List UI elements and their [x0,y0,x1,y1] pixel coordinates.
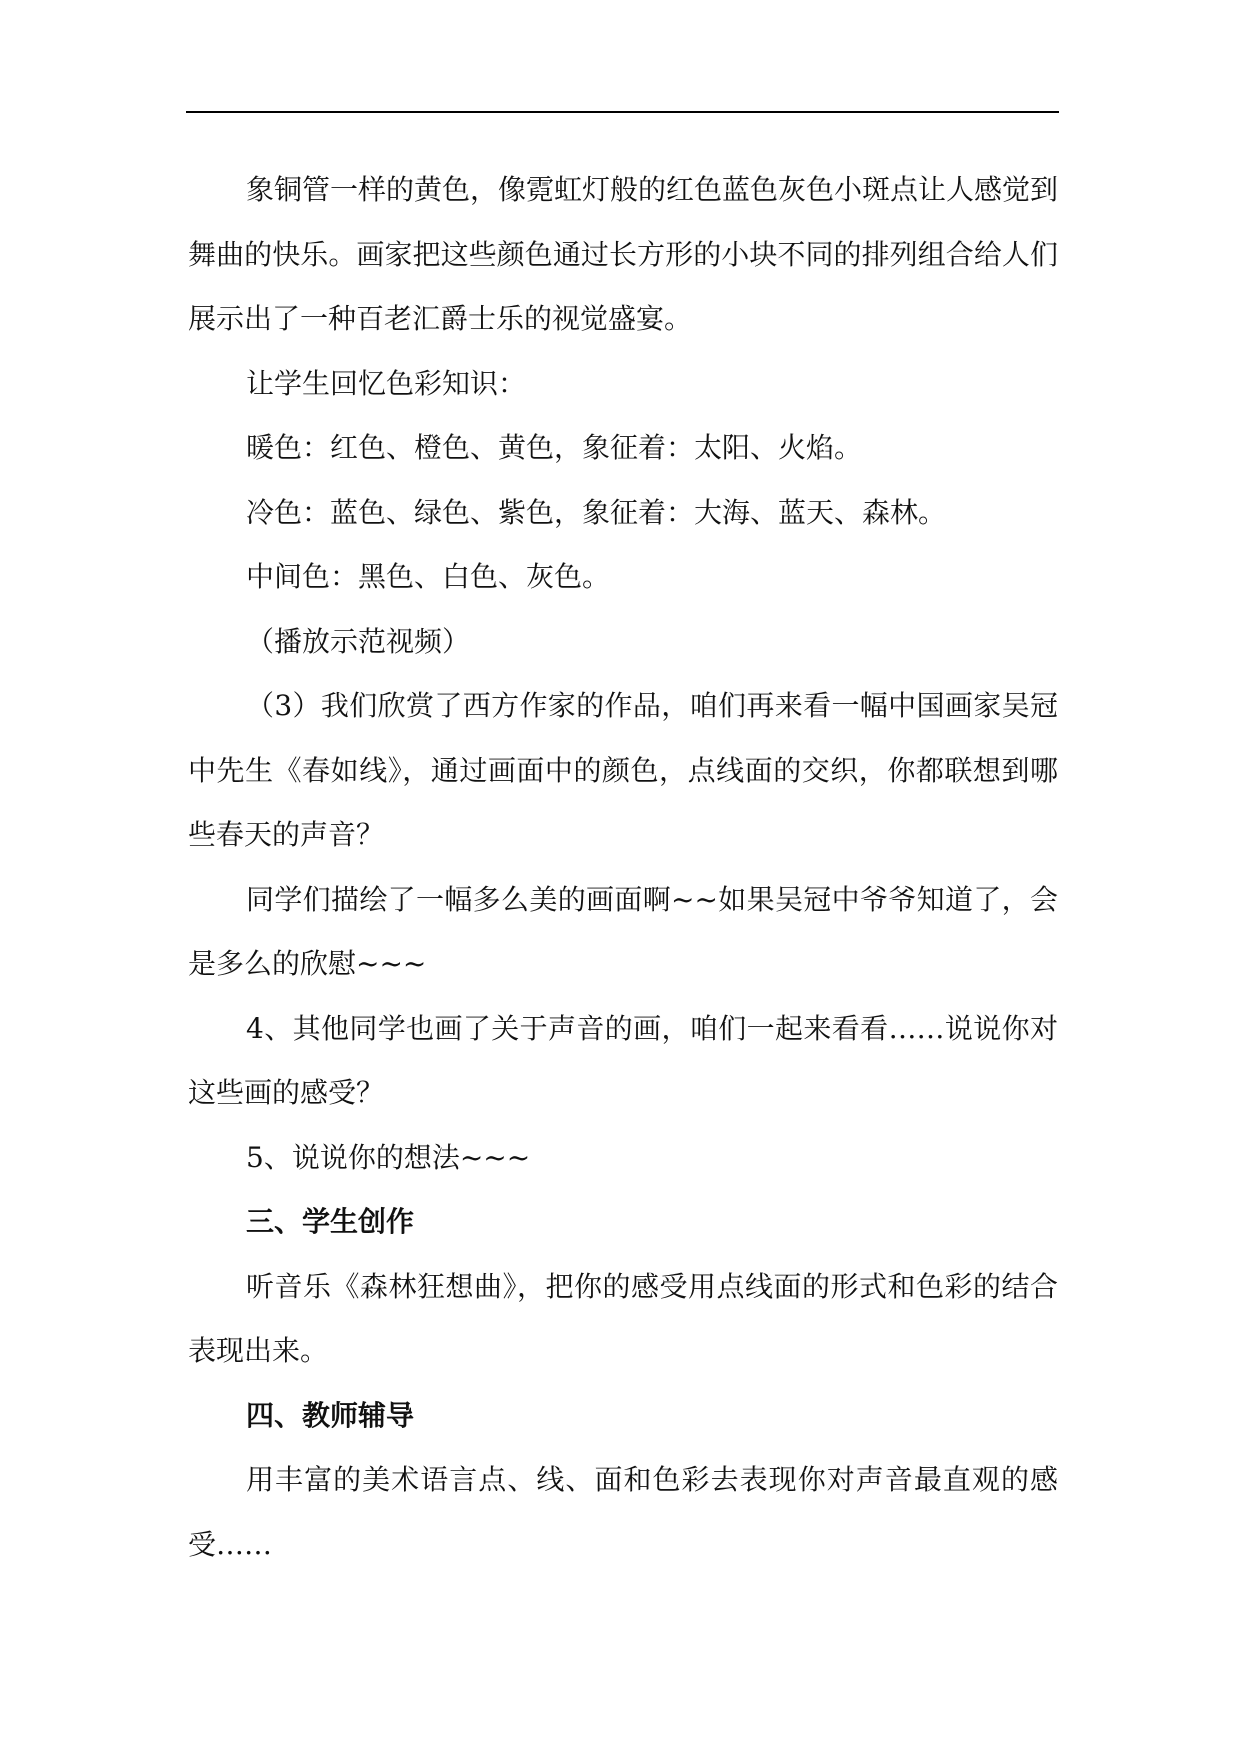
paragraph: 5、说说你的想法~~~ [246,1140,531,1174]
paragraph: 4、其他同学也画了关于声音的画，咱们一起来看看……说说你对这些画的感受？ [188,1011,1058,1109]
document-body [188,158,1058,1577]
paragraph: 象铜管一样的黄色，像霓虹灯般的红色蓝色灰色小斑点让人感觉到舞曲的快乐。画家把这些颜色通过长方形的小块不同的排列组合给人们展示出了一种百老汇爵士乐的视觉盛宴。 [188,173,1059,335]
paragraph: 中间色：黑色、白色、灰色。 [246,560,611,593]
section-heading: 三、学生创作 [246,1205,415,1238]
paragraph: 让学生回忆色彩知识： [246,366,527,400]
section-heading: 四、教师辅导 [246,1398,415,1432]
paragraph: 同学们描绘了一幅多么美的画面啊~~如果吴冠中爷爷知道了，会是多么的欣慰~~~ [188,882,1058,980]
paragraph: 听音乐《森林狂想曲》，把你的感受用点线面的形式和色彩的结合表现出来。 [188,1269,1058,1367]
paragraph: 暖色：红色、橙色、黄色，象征着：太阳、火焰。 [246,431,863,464]
paragraph: 用丰富的美术语言点、线、面和色彩去表现你对声音最直观的感受…… [188,1463,1058,1561]
header-rule [186,111,1059,113]
paragraph: （3）我们欣赏了西方作家的作品，咱们再来看一幅中国画家吴冠中先生《春如线》，通过画面中的颜色，点线面的交织，你都联想到哪些春天的声音？ [188,689,1058,851]
paragraph: 冷色：蓝色、绿色、紫色，象征着：大海、蓝天、森林。 [246,495,947,529]
paragraph: （播放示范视频） [246,624,471,658]
